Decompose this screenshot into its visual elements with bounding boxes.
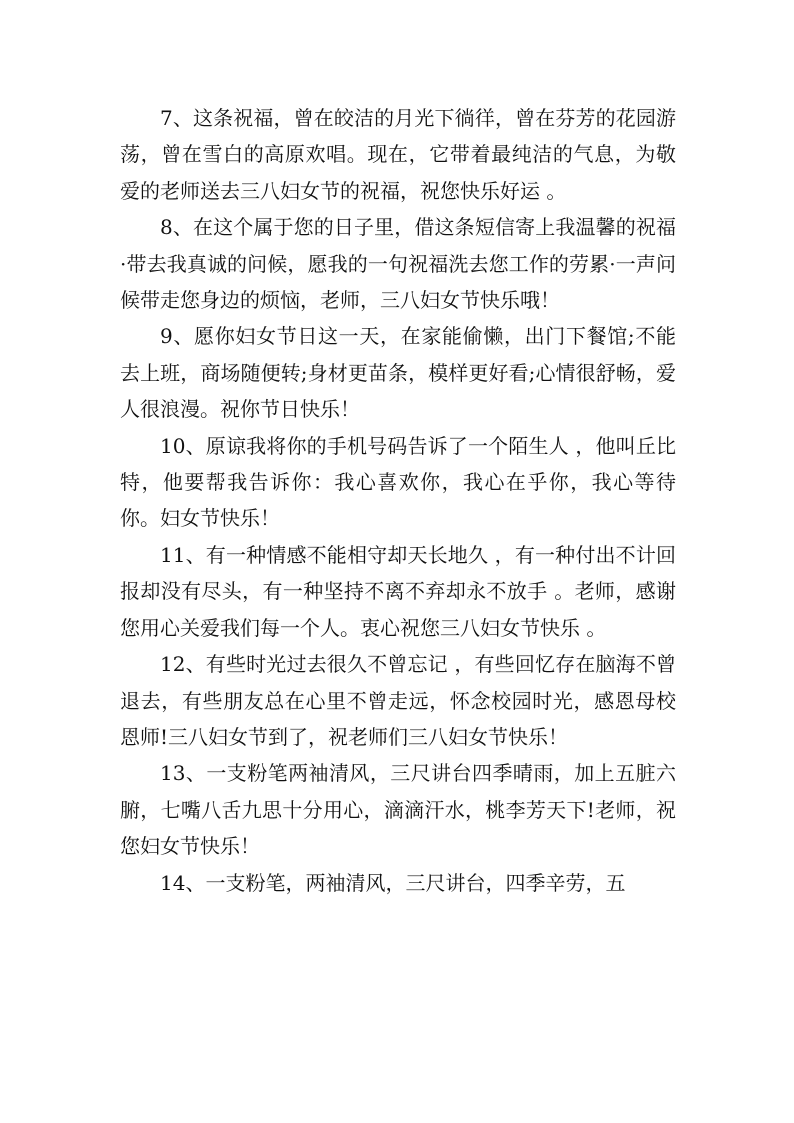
paragraph-10: 10、原谅我将你的手机号码告诉了一个陌生人 ，他叫丘比特，他要帮我告诉你：我心喜欢你，我心在乎你，我心等待你。妇女节快乐！: [120, 433, 676, 531]
paragraph-13: 13、一支粉笔两袖清风，三尺讲台四季晴雨，加上五脏六腑，七嘴八舌九思十分用心，滴滴汗水，桃李芳天下!老师，祝您妇女节快乐！: [120, 761, 676, 859]
document-body: [120, 100, 676, 901]
paragraph-7: 7、这条祝福，曾在皎洁的月光下徜徉，曾在芬芳的花园游荡，曾在雪白的高原欢唱。现在，它带着最纯洁的气息，为敬爱的老师送去三八妇女节的祝福，祝您快乐好运 。: [120, 106, 676, 203]
paragraph-14: 14、一支粉笔，两袖清风，三尺讲台，四季辛劳，五: [160, 870, 626, 895]
paragraph-8: 8、在这个属于您的日子里，借这条短信寄上我温馨的祝福·带去我真诚的问候，愿我的一句祝福洗去您工作的劳累·一声问候带走您身边的烦恼，老师，三八妇女节快乐哦！: [120, 215, 676, 313]
paragraph-9: 9、愿你妇女节日这一天，在家能偷懒，出门下餐馆;不能去上班，商场随便转;身材更苗条，模样更好看;心情很舒畅，爱人很浪漫。祝你节日快乐！: [120, 324, 676, 422]
paragraph-11: 11、有一种情感不能相守却天长地久 ，有一种付出不计回报却没有尽头，有一种坚持不离不弃却永不放手 。老师，感谢您用心关爱我们每一个人。衷心祝您三八妇女节快乐 。: [120, 542, 676, 640]
paragraph-12: 12、有些时光过去很久不曾忘记 ，有些回忆存在脑海不曾退去，有些朋友总在心里不曾走远，怀念校园时光，感恩母校恩师!三八妇女节到了，祝老师们三八妇女节快乐！: [120, 652, 676, 749]
